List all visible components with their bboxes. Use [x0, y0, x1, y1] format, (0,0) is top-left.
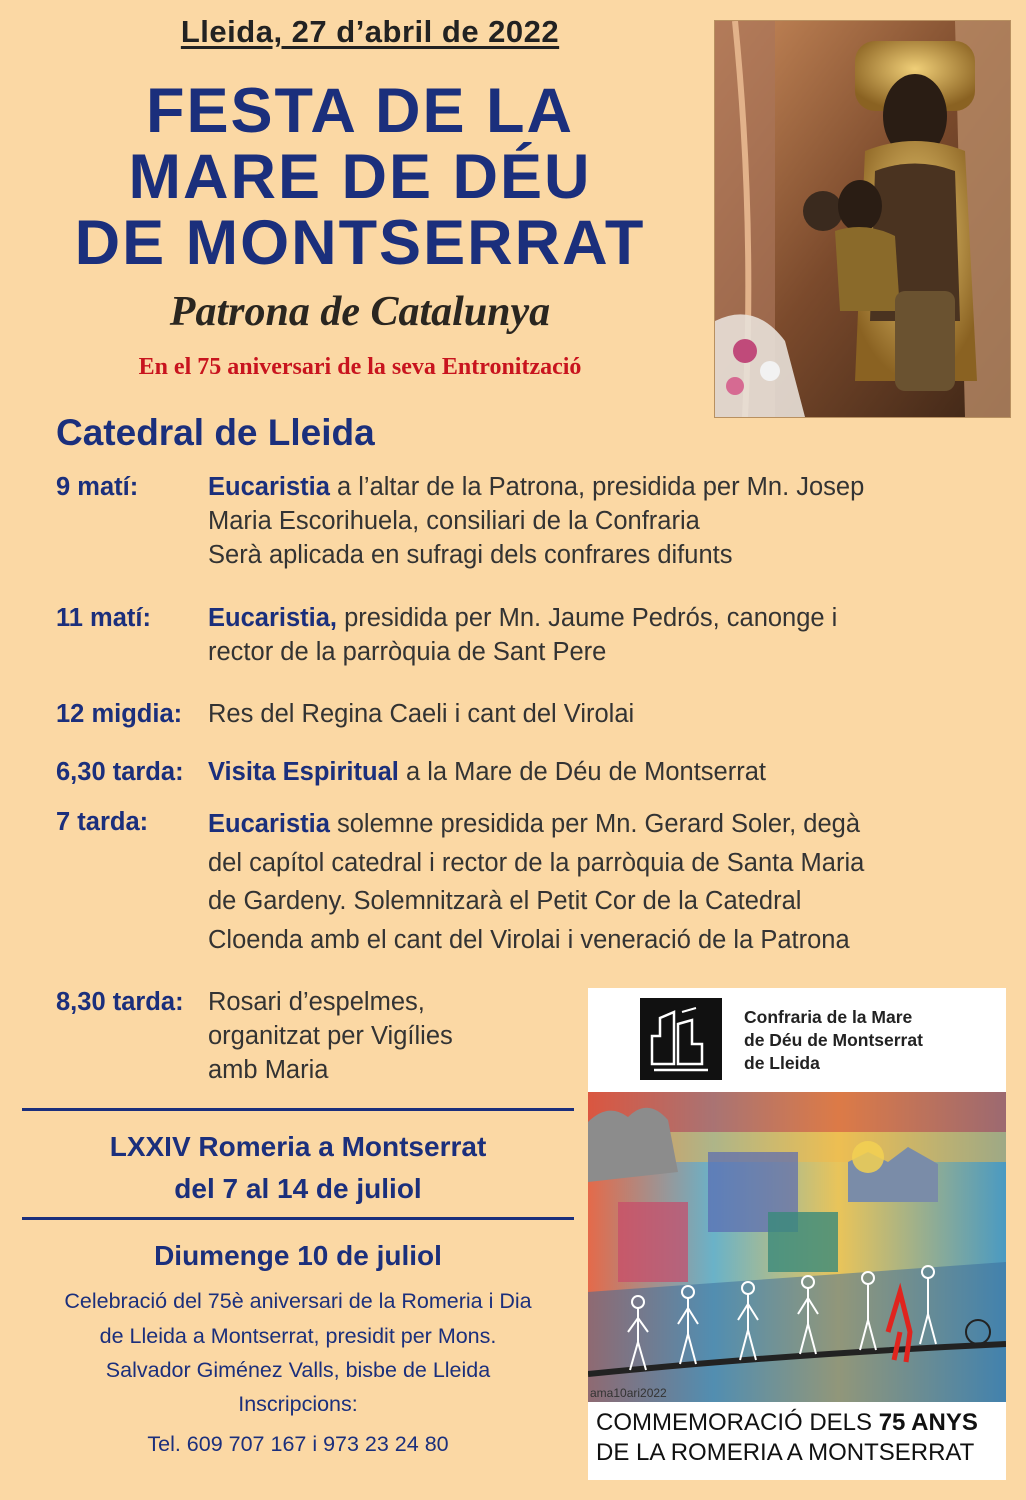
schedule-description: Rosari d’espelmes, organitzat per Vigílies amb Maria [208, 988, 453, 1084]
schedule-description: Visita Espiritual a la Mare de Déu de Montserrat [208, 758, 766, 786]
schedule-description: Eucaristia solemne presidida per Mn. Gerard Soler, degà del capítol catedral i rector de la parròquia de Santa Maria de Gardeny. Solemnitzarà el Petit Cor de la Catedral Cloenda amb el cant del Virolai i veneració de la Patrona [208, 810, 865, 954]
schedule-highlight: Visita Espiritual [208, 758, 399, 786]
confraria-poster [588, 988, 1006, 1480]
venue-title: Catedral de Lleida [56, 412, 375, 453]
schedule-highlight: Eucaristia, [208, 604, 337, 632]
confraria-logo-icon [640, 998, 722, 1080]
schedule-time: 12 migdia: [56, 700, 183, 728]
schedule-highlight: Eucaristia [208, 810, 330, 838]
schedule-description: Res del Regina Caeli i cant del Virolai [208, 700, 635, 728]
schedule-time: 11 matí: [56, 604, 151, 632]
poster-caption: COMMEMORACIÓ DELS 75 ANYS DE LA ROMERIA A MONTSERRAT [596, 1409, 978, 1466]
title-line-2: MARE DE DÉU [128, 142, 592, 212]
inscriptions-label: Inscripcions: [238, 1392, 358, 1416]
phone-numbers: Tel. 609 707 167 i 973 23 24 80 [147, 1432, 449, 1456]
title-line-3: DE MONTSERRAT [74, 208, 646, 278]
event-date: Lleida, 27 d’abril de 2022 [180, 14, 560, 49]
schedule-time: 8,30 tarda: [56, 988, 184, 1016]
anniversary-line: En el 75 aniversari de la seva Entronització [138, 354, 582, 380]
schedule-description: Eucaristia a l’altar de la Patrona, presidida per Mn. Josep Maria Escorihuela, consiliari de la Confraria Serà aplicada en sufragi dels confrares difunts [208, 473, 865, 569]
divider [22, 1108, 574, 1111]
schedule-time: 7 tarda: [56, 808, 149, 836]
romeria-title: LXXIV Romeria a Montserrat del 7 al 14 de juliol [109, 1131, 487, 1204]
pilgrimage-artwork [588, 1092, 1006, 1402]
sunday-title: Diumenge 10 de juliol [154, 1240, 442, 1271]
sunday-description: Celebració del 75è aniversari de la Romeria i Dia de Lleida a Montserrat, presidit per Mons. Salvador Giménez Valls, bisbe de Lleida [64, 1289, 532, 1382]
schedule-highlight: Eucaristia [208, 473, 330, 501]
schedule-time: 9 matí: [56, 473, 139, 501]
title-line-1: FESTA DE LA [146, 76, 574, 146]
art-credit: ama10ari2022 [590, 1386, 667, 1400]
confraria-name: Confraria de la Mare de Déu de Montserrat de Lleida [744, 1007, 923, 1073]
page-title [20, 78, 700, 276]
schedule-time: 6,30 tarda: [56, 758, 184, 786]
divider [22, 1217, 574, 1220]
virgin-of-montserrat-photo [714, 20, 1011, 418]
subtitle: Patrona de Catalunya [169, 289, 551, 335]
schedule-description: Eucaristia, presidida per Mn. Jaume Pedrós, canonge i rector de la parròquia de Sant Pere [208, 604, 838, 666]
